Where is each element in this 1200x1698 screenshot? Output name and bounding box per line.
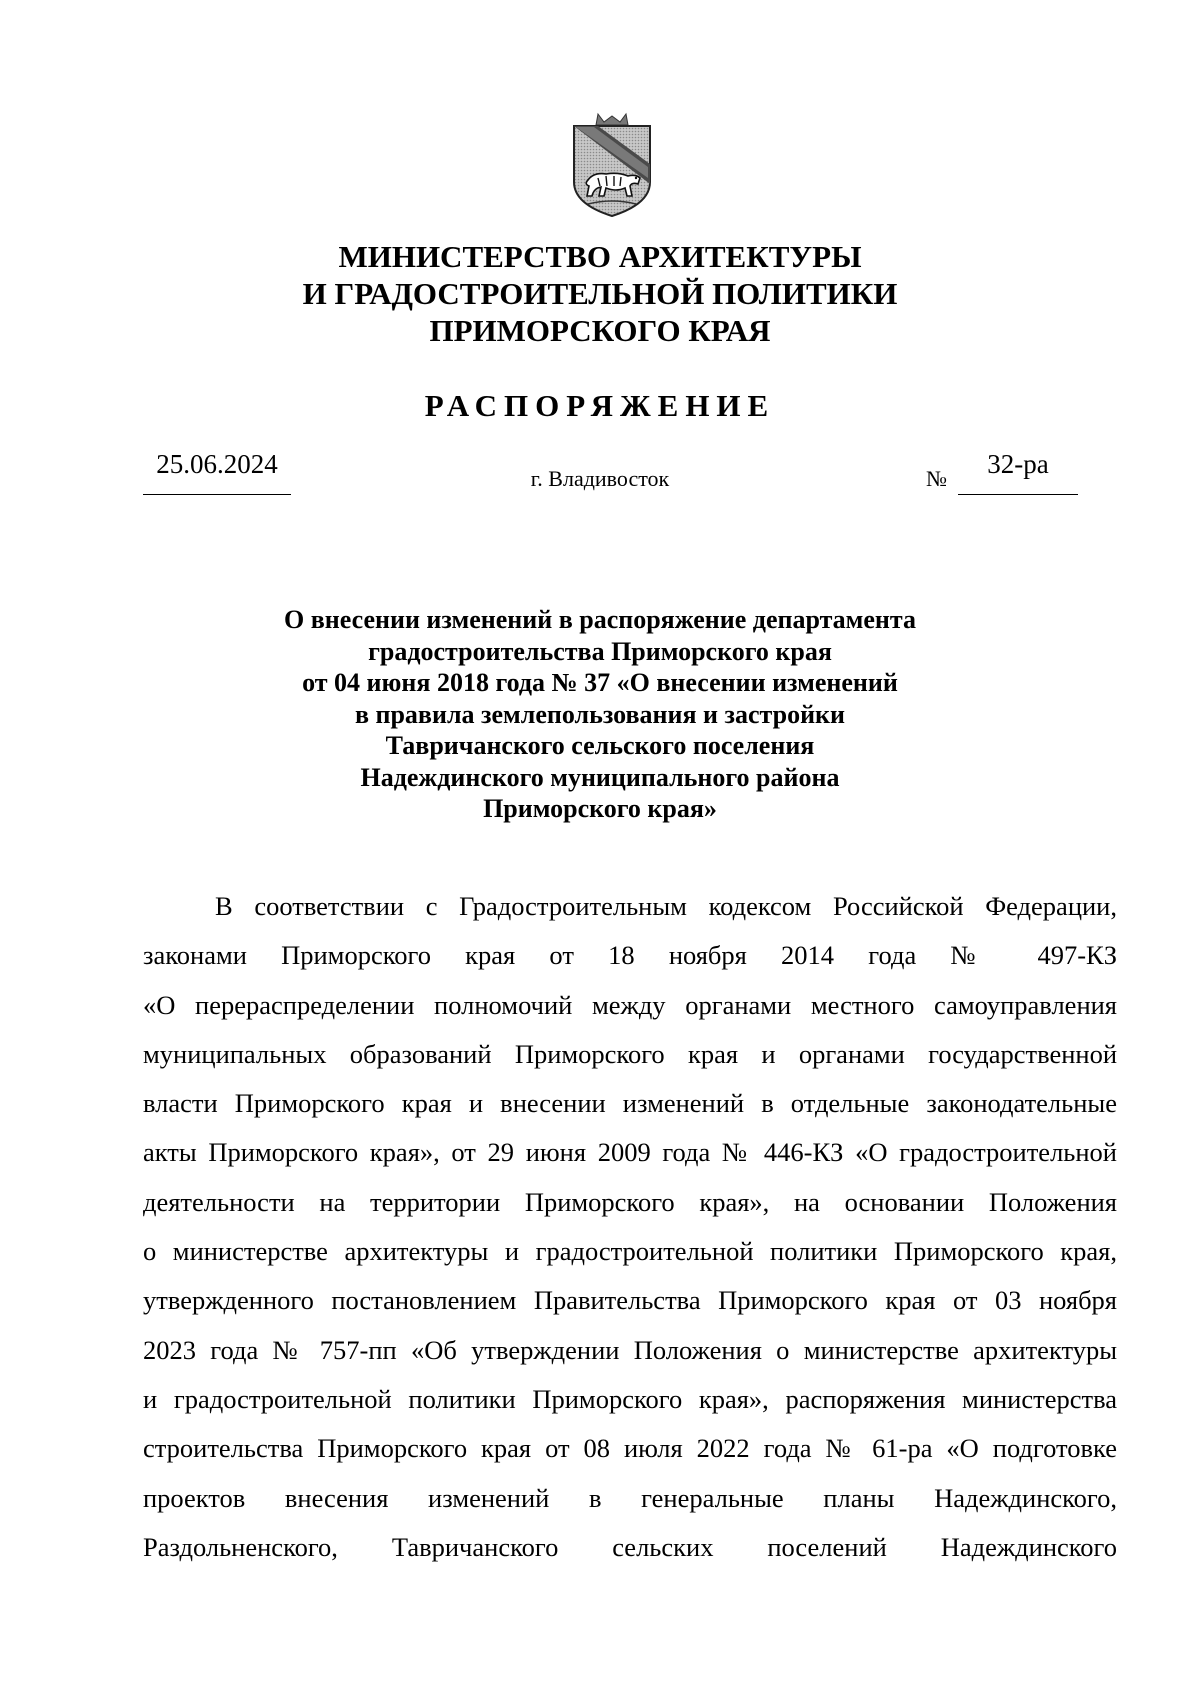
ministry-title-line: МИНИСТЕРСТВО АРХИТЕКТУРЫ xyxy=(338,239,862,274)
subject-line: градостроительства Приморского края xyxy=(368,636,832,666)
body-line: муниципальных образований Приморского края и органами государственной xyxy=(143,1038,1117,1069)
body-line: «О перераспределении полномочий между органами местного самоуправления xyxy=(143,989,1117,1020)
body-line: Раздольненского, Тавричанского сельских поселений Надеждинского xyxy=(143,1531,1117,1562)
body-line: власти Приморского края и внесении изменений в отдельные законодательные xyxy=(143,1088,1117,1119)
body-line: 2023 года № 757-пп «Об утверждении Положения о министерстве архитектуры xyxy=(143,1334,1117,1365)
document-city: г. Владивосток xyxy=(530,466,670,491)
body-line: проектов внесения изменений в генеральные планы Надеждинского, xyxy=(143,1482,1117,1513)
number-label: № xyxy=(926,466,947,491)
document-type: РАСПОРЯЖЕНИЕ xyxy=(424,388,776,423)
ministry-title xyxy=(0,238,1200,349)
subject-line: Надеждинского муниципального района xyxy=(360,762,840,792)
body-line: акты Приморского края», от 29 июня 2009 года № 446-КЗ «О градостроительной xyxy=(143,1137,1117,1168)
ministry-title-line: И ГРАДОСТРОИТЕЛЬНОЙ ПОЛИТИКИ xyxy=(302,276,898,311)
subject-line: Приморского края» xyxy=(483,794,717,823)
subject-line: Тавричанского сельского поселения xyxy=(385,731,815,760)
body-line: В соответствии с Градостроительным кодексом Российской Федерации, xyxy=(215,891,1117,921)
subject-line: О внесении изменений в распоряжение департамента xyxy=(283,605,916,634)
body-line: и градостроительной политики Приморского края», распоряжения министерства xyxy=(143,1383,1117,1414)
ministry-title-line: ПРИМОРСКОГО КРАЯ xyxy=(429,313,771,348)
document-number: 32-ра xyxy=(958,448,1078,495)
subject-line: в правила землепользования и застройки xyxy=(354,699,846,729)
subject-line: от 04 июня 2018 года № 37 «О внесении изменений xyxy=(302,668,898,697)
body-line: о министерстве архитектуры и градостроительной политики Приморского края, xyxy=(143,1236,1117,1267)
document-date: 25.06.2024 xyxy=(143,448,291,495)
body-line: утвержденного постановлением Правительства Приморского края от 03 ноября xyxy=(143,1285,1117,1316)
body-line: законами Приморского края от 18 ноября 2014 года № 497-КЗ xyxy=(143,940,1117,971)
coat-of-arms-icon xyxy=(568,112,656,222)
document-body xyxy=(143,882,1117,1572)
body-line: деятельности на территории Приморского края», на основании Положения xyxy=(143,1186,1117,1217)
document-subject xyxy=(0,604,1200,825)
body-line: строительства Приморского края от 08 июля 2022 года № 61-ра «О подготовке xyxy=(143,1433,1117,1464)
